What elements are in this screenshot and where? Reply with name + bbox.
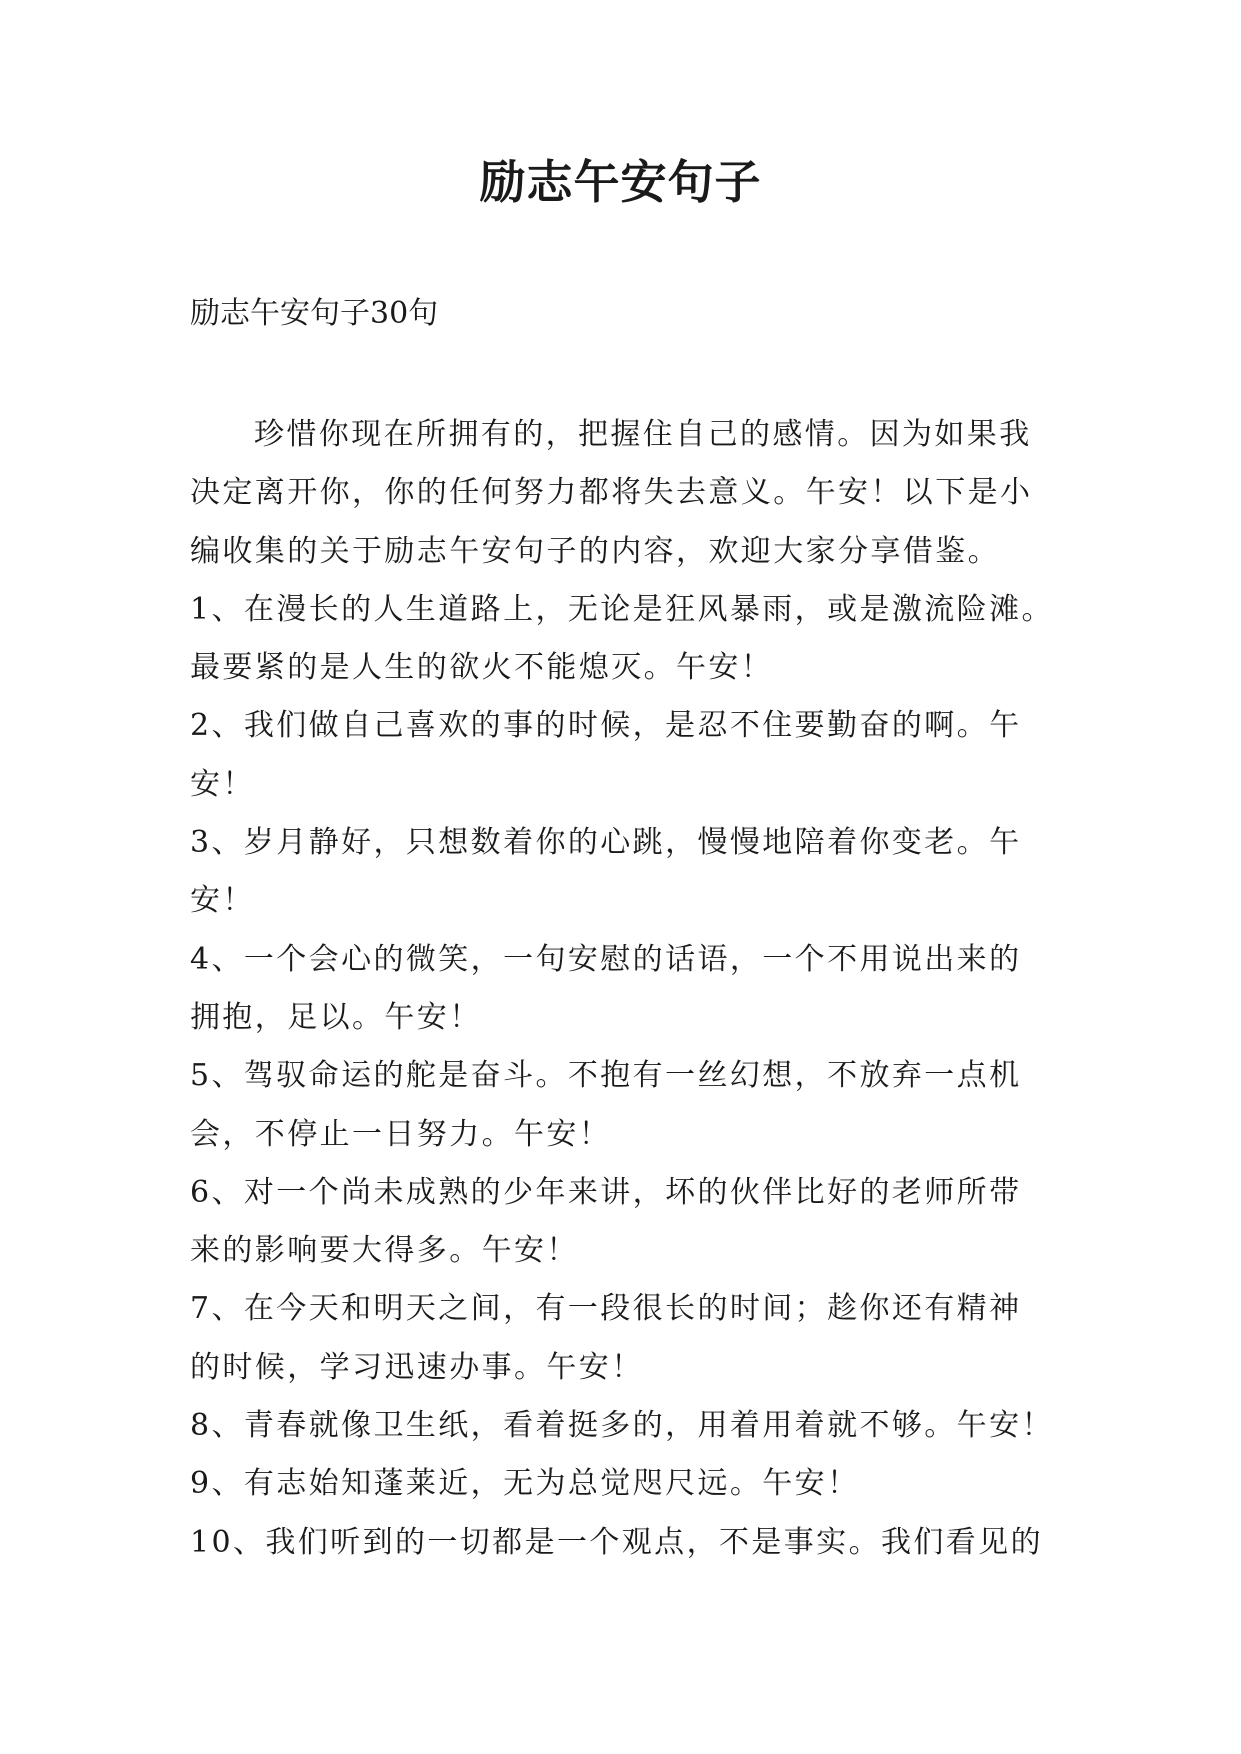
document-body xyxy=(190,406,1070,1572)
text-line: 2、我们做自己喜欢的事的时候，是忍不住要勤奋的啊。午 xyxy=(190,708,1022,744)
text-line: 安！ xyxy=(190,766,255,802)
text-line: 最要紧的是人生的欲火不能熄灭。午安！ xyxy=(190,650,774,686)
document-subtitle: 励志午安句子30句 xyxy=(190,296,439,331)
text-line: 6、对一个尚未成熟的少年来讲，坏的伙伴比好的老师所带 xyxy=(190,1174,1022,1210)
document-title: 励志午安句子 xyxy=(479,155,762,209)
text-line: 9、有志始知蓬莱近，无为总觉咫尺远。午安！ xyxy=(190,1466,860,1502)
text-line: 决定离开你，你的任何努力都将失去意义。午安！以下是小 xyxy=(190,475,1033,511)
text-line: 会，不停止一日努力。午安！ xyxy=(190,1116,612,1152)
text-line: 的时候，学习迅速办事。午安！ xyxy=(190,1349,644,1385)
text-line: 拥抱，足以。午安！ xyxy=(190,999,482,1035)
text-line: 编收集的关于励志午安句子的内容，欢迎大家分享借鉴。 xyxy=(190,533,1000,569)
text-line: 安！ xyxy=(190,883,255,919)
text-line: 8、青春就像卫生纸，看着挺多的，用着用着就不够。午安！ xyxy=(190,1408,1054,1444)
text-line: 4、一个会心的微笑，一句安慰的话语，一个不用说出来的 xyxy=(190,941,1022,977)
text-line: 1、在漫长的人生道路上，无论是狂风暴雨，或是激流险滩。 xyxy=(190,591,1054,627)
text-line: 珍惜你现在所拥有的，把握住自己的感情。因为如果我 xyxy=(254,417,1032,452)
text-line: 7、在今天和明天之间，有一段很长的时间；趁你还有精神 xyxy=(190,1291,1022,1327)
text-line: 10、我们听到的一切都是一个观点，不是事实。我们看见的 xyxy=(190,1524,1043,1560)
text-line: 来的影响要大得多。午安！ xyxy=(190,1233,579,1269)
text-line: 3、岁月静好，只想数着你的心跳，慢慢地陪着你变老。午 xyxy=(190,825,1022,861)
text-line: 5、驾驭命运的舵是奋斗。不抱有一丝幻想，不放弃一点机 xyxy=(190,1058,1022,1094)
